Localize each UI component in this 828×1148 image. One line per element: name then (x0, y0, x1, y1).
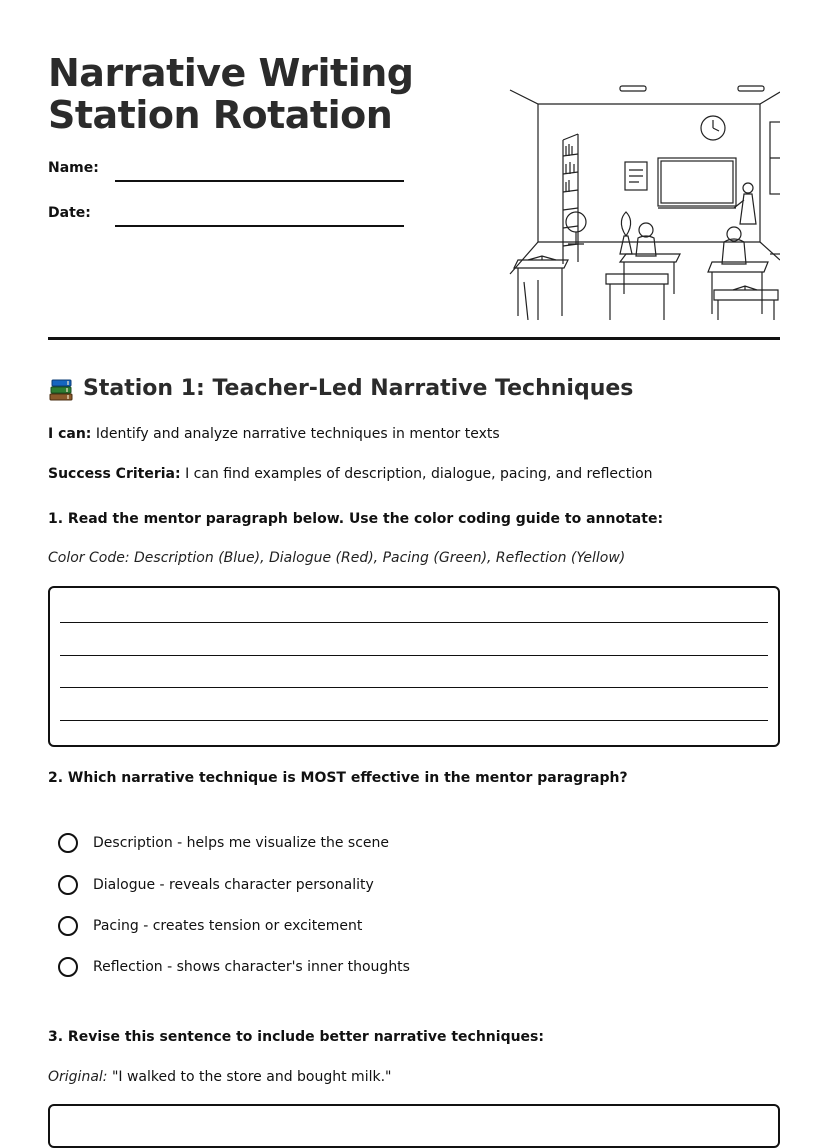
writing-line (60, 720, 768, 721)
original-label: Original: (48, 1069, 108, 1085)
question-3: 3. Revise this sentence to include better narrative techniques: (48, 1029, 544, 1045)
revision-answer-box[interactable] (48, 1104, 780, 1148)
classroom-illustration (508, 84, 780, 320)
station-1-title: Station 1: Teacher-Led Narrative Techniques (83, 376, 634, 401)
option-label: Reflection - shows character's inner thoughts (93, 959, 410, 975)
writing-line (60, 622, 768, 623)
i-can-label: I can: (48, 426, 92, 442)
title-line-2: Station Rotation (48, 93, 393, 137)
date-label: Date: (48, 205, 91, 221)
date-write-line[interactable] (115, 225, 404, 227)
i-can-text: Identify and analyze narrative techniques in mentor texts (95, 426, 500, 442)
station-1-heading (48, 374, 633, 404)
option-reflection[interactable] (58, 955, 410, 979)
radio-circle[interactable] (58, 916, 78, 936)
option-label: Pacing - creates tension or excitement (93, 918, 363, 934)
worksheet-title (48, 52, 414, 136)
writing-line (60, 655, 768, 656)
worksheet-page (48, 0, 780, 1118)
option-label: Description - helps me visualize the scene (93, 835, 390, 851)
original-text: "I walked to the store and bought milk." (111, 1069, 392, 1085)
name-label: Name: (48, 160, 99, 176)
question-1: 1. Read the mentor paragraph below. Use the color coding guide to annotate: (48, 511, 664, 527)
option-description[interactable] (58, 831, 389, 855)
success-criteria (48, 464, 653, 484)
radio-circle[interactable] (58, 875, 78, 895)
original-sentence (48, 1067, 391, 1087)
books-icon (48, 376, 74, 402)
name-write-line[interactable] (115, 180, 404, 182)
question-2: 2. Which narrative technique is MOST effective in the mentor paragraph? (48, 770, 628, 786)
option-label: Dialogue - reveals character personality (93, 877, 374, 893)
option-pacing[interactable] (58, 914, 362, 938)
mentor-paragraph-box[interactable] (48, 586, 780, 747)
option-dialogue[interactable] (58, 873, 374, 897)
success-criteria-text: I can find examples of description, dialogue, pacing, and reflection (185, 466, 653, 482)
i-can-statement (48, 424, 500, 444)
title-line-1: Narrative Writing (48, 51, 414, 95)
radio-circle[interactable] (58, 833, 78, 853)
header-divider (48, 337, 780, 340)
color-code-guide: Color Code: Description (Blue), Dialogue (Red), Pacing (Green), Reflection (Yellow) (48, 550, 626, 566)
writing-line (60, 687, 768, 688)
success-criteria-label: Success Criteria: (48, 466, 181, 482)
radio-circle[interactable] (58, 957, 78, 977)
